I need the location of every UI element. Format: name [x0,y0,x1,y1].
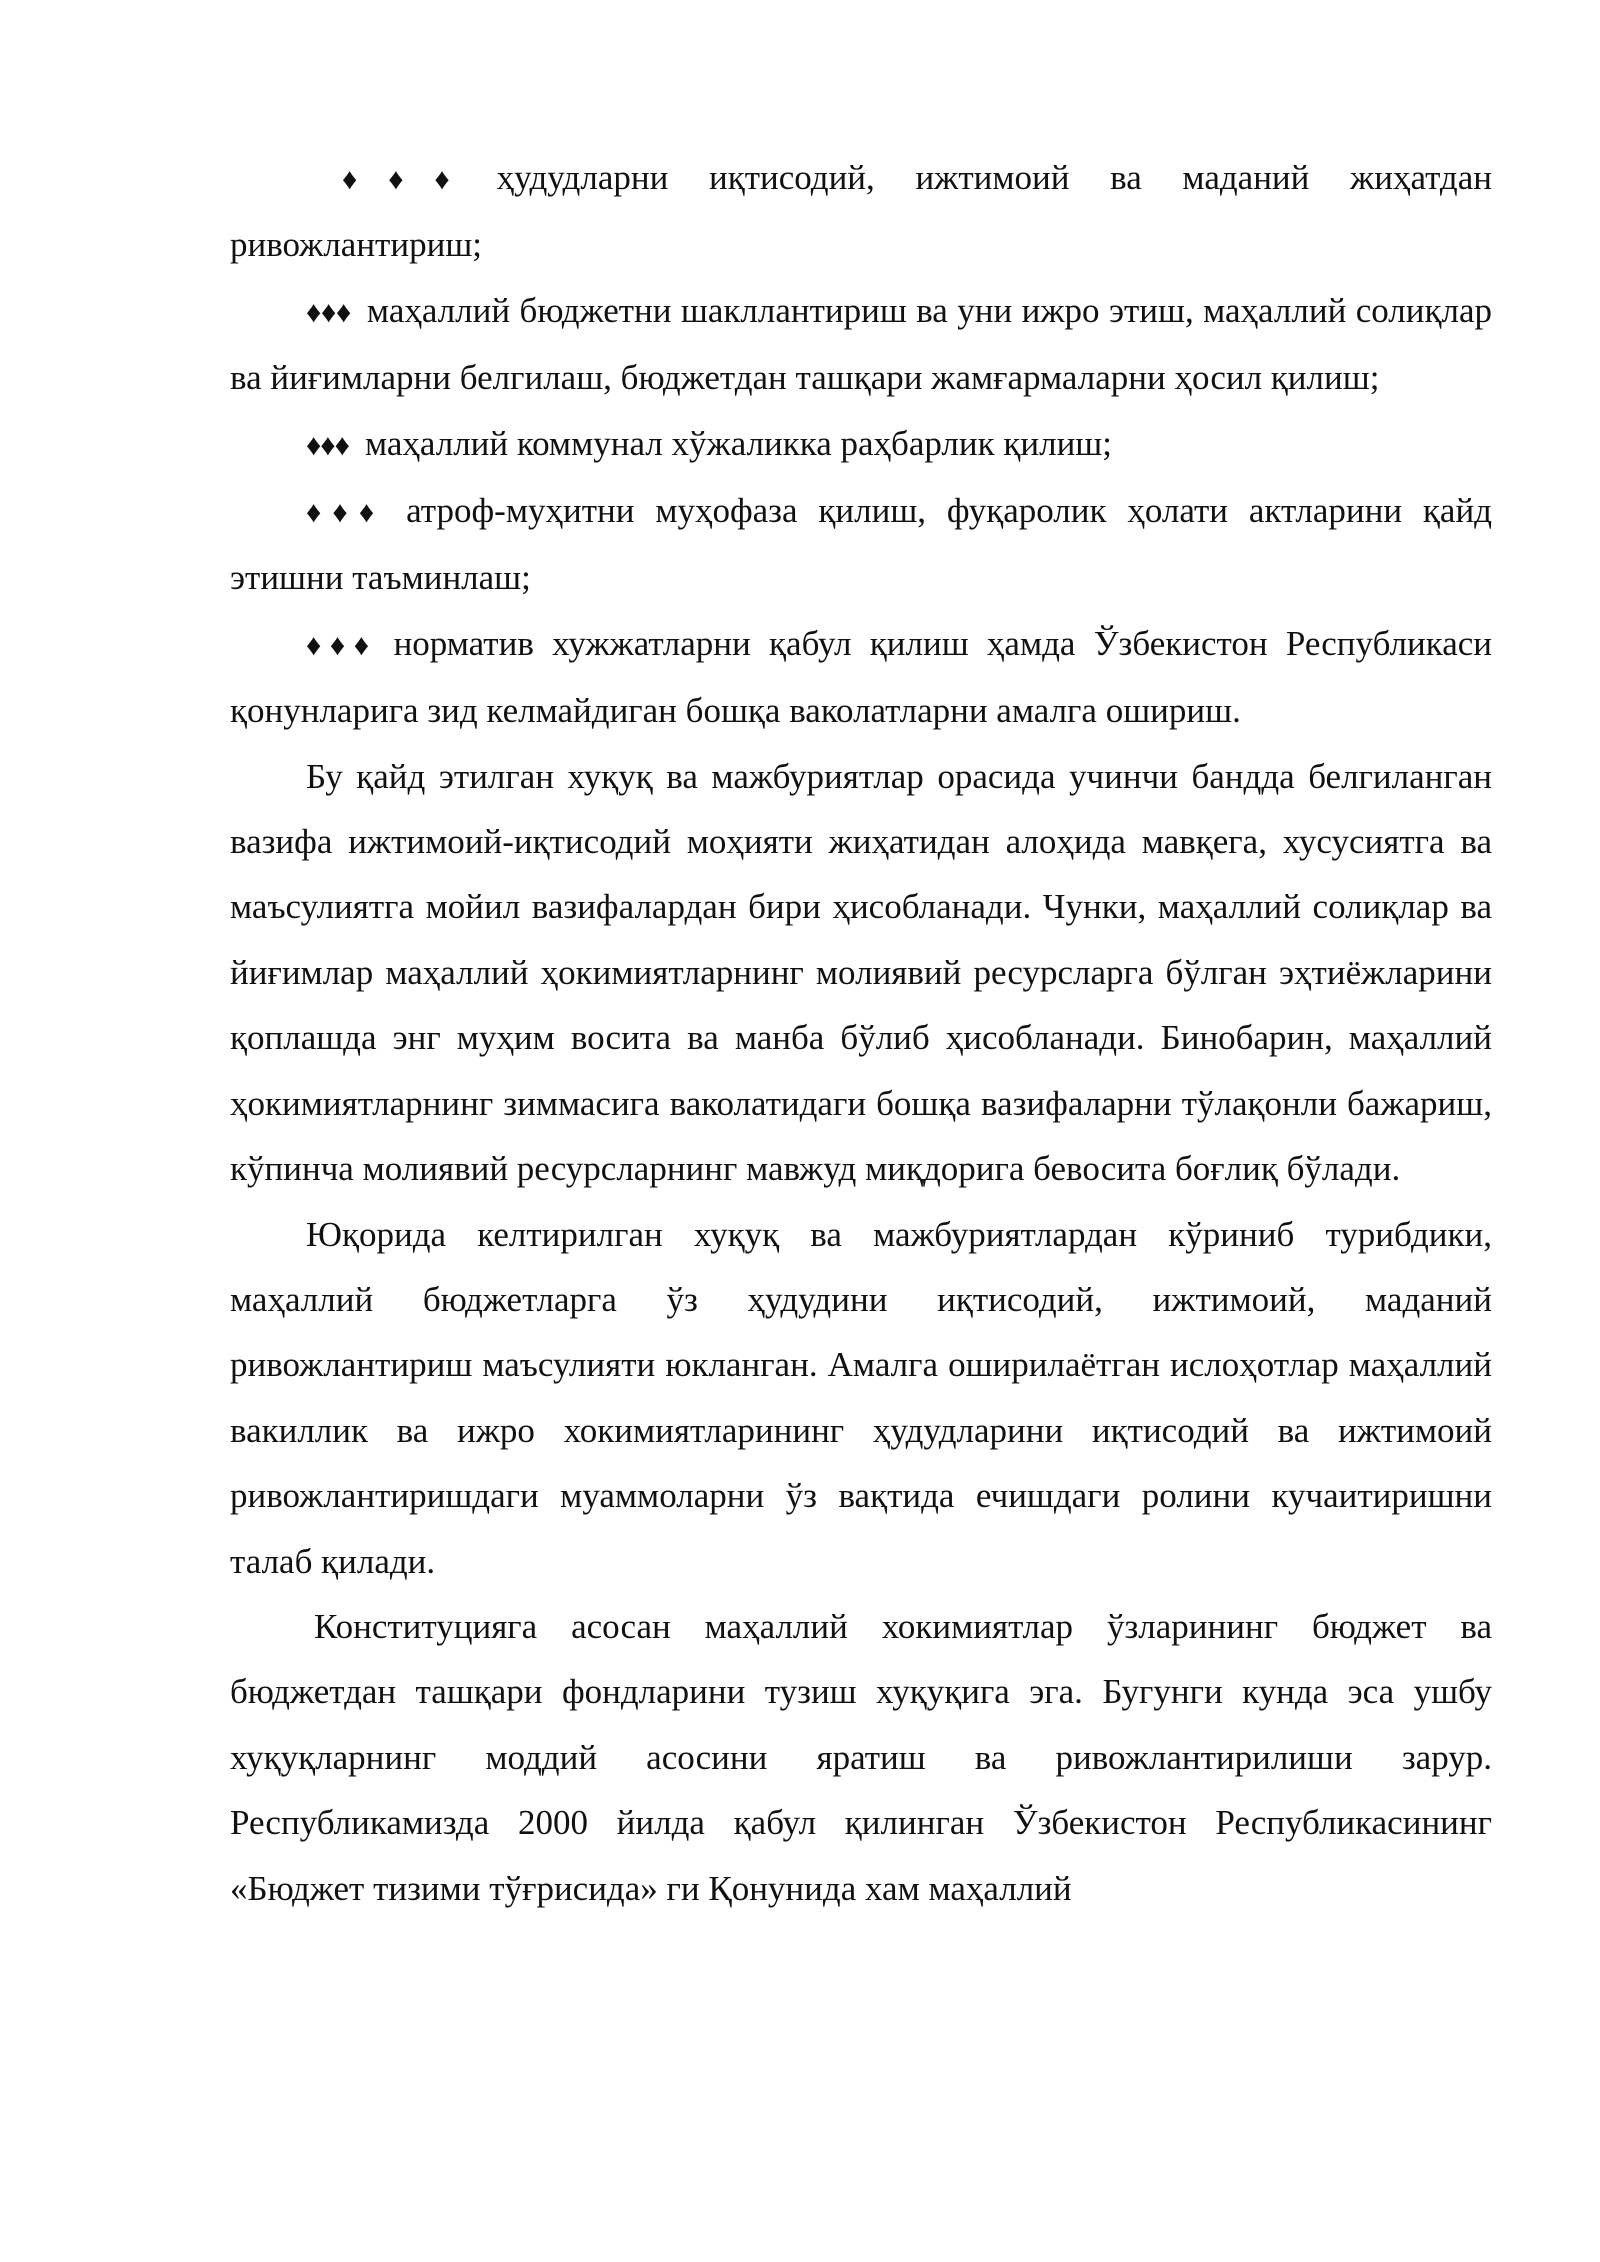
diamond-bullet-icon: ♦♦♦ [306,628,378,662]
bullet-text: норматив хужжатларни қабул қилиш ҳамда Ўзбекистон Республикаси қонунларига зид келмайдиган бошқа ваколатларни амалга ошириш. [230,623,1492,731]
document-page [230,145,1492,1921]
body-paragraph: Бу қайд этилган хуқуқ ва мажбуриятлар орасида учинчи бандда белгиланган вазифа ижтимоий-иқтисодий моҳияти жиҳатидан алоҳида мавқега, хусусиятга ва маъсулиятга мойил вазифалардан бири ҳисобланади. Чунки, маҳаллий солиқлар ва йиғимлар маҳаллий ҳокимиятларнинг молиявий ресурсларга бўлган эҳтиёжларини қоплашда энг муҳим восита ва манба бўлиб ҳисобланади. Бинобарин, маҳаллий ҳокимиятларнинг зиммасига ваколатидаги бошқа вазифаларни тўлақонли бажариш, кўпинча молиявий ресурсларнинг мавжуд миқдорига бевосита боғлиқ бўлади. [230,756,1492,1189]
bullet-item [230,611,1492,744]
bullet-text: атроф-муҳитни муҳофаза қилиш, фуқаролик ҳолати актларини қайд этишни таъминлаш; [230,491,1492,598]
bullet-item [230,145,1492,278]
body-paragraph: Юқорида келтирилган хуқуқ ва мажбуриятлардан кўриниб турибдики, маҳаллий бюджетларга ўз ҳудудини иқтисодий, ижтимоий, маданий ривожлантириш маъсулияти юкланган. Амалга оширилаётган ислоҳотлар маҳаллий вакиллик ва ижро хокимиятларининг ҳудудларини иқтисодий ва ижтимоий ривожлантиришдаги муаммоларни ўз вақтида ечишдаги ролини кучаитиришни талаб қилади. [230,1214,1492,1581]
body-paragraph: Конституцияга асосан маҳаллий хокимиятлар ўзларининг бюджет ва бюджетдан ташқари фондларини тузиш хуқуқига эга. Бугунги кунда эса ушбу хуқуқларнинг моддий асосини яратиш ва ривожлантирилиши зарур. Республикамизда 2000 йилда қабул қилинган Ўзбекистон Республикасининг «Бюджет тизими тўғрисида» ги Қонунида хам маҳаллий [230,1606,1492,1908]
bullet-text: маҳаллий коммунал хўжаликка раҳбарлик қилиш; [364,423,1112,463]
bullet-item [230,411,1492,478]
diamond-bullet-icon: ♦♦♦ [306,496,386,530]
bullet-text: ҳудудларни иқтисодий, ижтимоий ва маданий жиҳатдан ривожлантириш; [230,158,1492,265]
bullet-item [230,478,1492,611]
diamond-bullet-icon: ♦♦♦ [306,428,349,462]
bullet-item [230,278,1492,411]
diamond-bullet-icon: ♦♦♦ [342,163,481,196]
bullet-text: маҳаллий бюджетни шакллантириш ва уни ижро этиш, маҳаллий солиқлар ва йиғимларни белгилаш, бюджетдан ташқари жамғармаларни ҳосил қилиш; [230,290,1492,398]
diamond-bullet-icon: ♦♦♦ [306,295,351,329]
